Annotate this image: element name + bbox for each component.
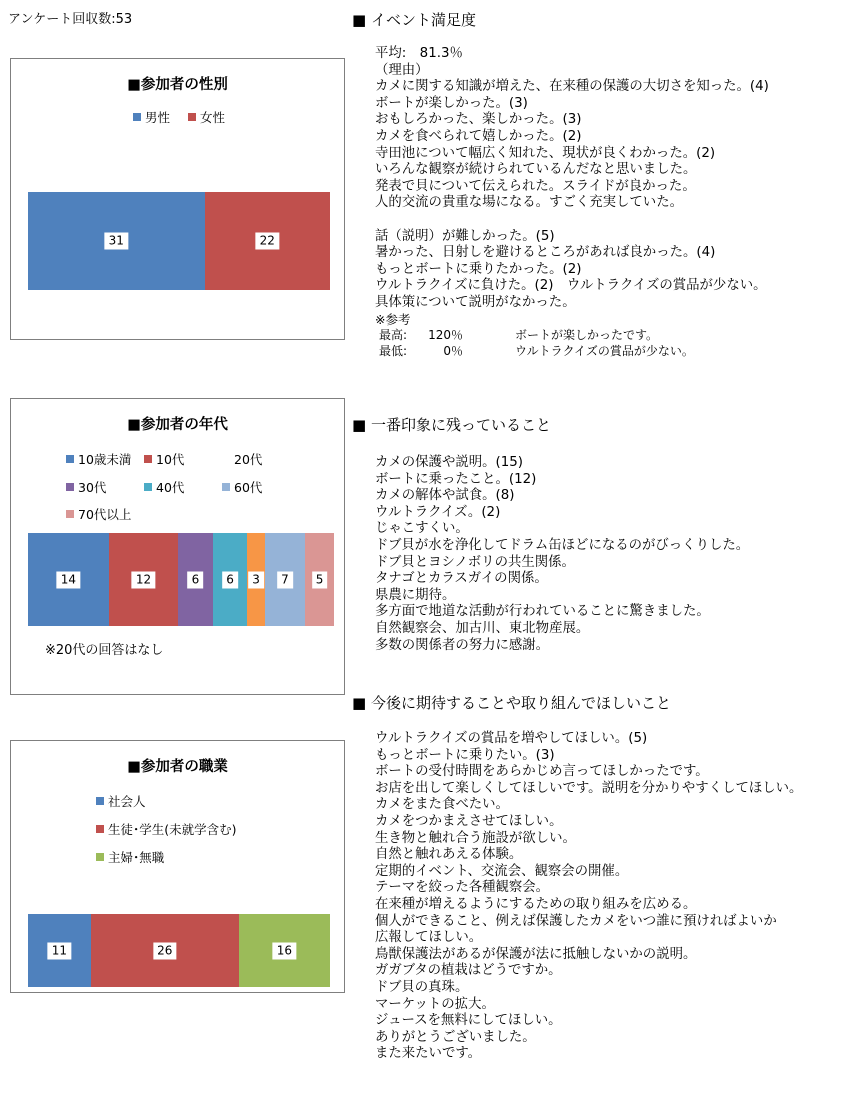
legend-70plus-swatch: [66, 510, 74, 518]
legend-30s-label: 30代: [78, 480, 107, 495]
reference-min-comment: ウルトラクイズの賞品が少ない。: [515, 343, 694, 358]
reference-min: [375, 344, 855, 360]
impressions-heading: ■ 一番印象に残っていること: [352, 416, 551, 434]
bar-segment: [28, 533, 109, 626]
bar-segment: [247, 533, 264, 626]
expectation-item: ジュースを無料にしてほしい。: [375, 1013, 562, 1029]
bar-value-label: 14: [57, 571, 80, 588]
gender-chart: [10, 58, 345, 340]
expectation-item: 生き物と触れ合う施設が欲しい。: [375, 830, 576, 846]
bar-segment: [239, 914, 330, 987]
bar-value-label: 6: [222, 571, 238, 588]
reference-min-label: 最低:: [379, 343, 408, 358]
impression-item: ドブ貝が水を浄化してドラム缶ほどになるのがびっくりした。: [375, 537, 750, 553]
expectation-item: カメをつかまえさせてほしい。: [375, 813, 563, 829]
reference-max: [375, 328, 855, 344]
bar-segment: [305, 533, 334, 626]
legend-60s-label: 60代: [234, 480, 263, 495]
legend-female: [188, 108, 225, 126]
impression-item: 多数の関係者の努力に感謝。: [375, 637, 550, 653]
blank-line: [375, 212, 855, 229]
expectation-item: ボートの受付時間をあらかじめ言ってほしかったです。: [375, 764, 709, 780]
expectation-item: 自然と触れあえる体験。: [375, 847, 523, 863]
expectation-item: 広報してほしい。: [375, 930, 483, 946]
positive-reason-item: ボートが楽しかった。(3): [375, 95, 528, 111]
age-chart-note: ※20代の回答はなし: [45, 643, 164, 658]
job-chart: [10, 740, 345, 993]
negative-reason-item: もっとボートに乗りたかった。(2): [375, 261, 582, 277]
satisfaction-heading: ■ イベント満足度: [352, 11, 476, 29]
bar-segment: [109, 533, 178, 626]
impression-item: ウルトラクイズ。(2): [375, 504, 501, 520]
positive-reasons: [375, 79, 855, 212]
legend-60s-swatch: [222, 483, 230, 491]
expectation-item: ガガブタの植栽はどうですか。: [375, 963, 562, 979]
impression-item: じゃこすくい。: [375, 521, 469, 537]
positive-reason-item: おもしろかった、楽しかった。(3): [375, 112, 582, 128]
legend-male-swatch: [133, 113, 141, 121]
satisfaction-average: 平均: 81.3％: [375, 46, 463, 61]
bar-value-label: 7: [277, 571, 293, 588]
expectations-list: [375, 731, 855, 1063]
legend-male: [133, 108, 170, 126]
survey-count: アンケート回収数:53: [8, 12, 133, 27]
positive-reason-item: 発表で貝について伝えられた。スライドが良かった。: [375, 178, 696, 194]
negative-reasons: [375, 229, 855, 312]
expectation-item: 個人ができること、例えば保護したカメをいつ誰に預ければよいか: [375, 913, 777, 929]
legend-60s: [222, 478, 262, 496]
expectation-item: ありがとうございました。: [375, 1029, 536, 1045]
bar-segment: [178, 533, 213, 626]
job-chart-title: ■参加者の職業: [127, 759, 228, 775]
age-chart-title: ■参加者の年代: [127, 417, 228, 433]
bar-value-label: 3: [248, 571, 264, 588]
bar-value-label: 31: [105, 233, 128, 250]
reference-max-label: 最高:: [379, 328, 408, 343]
impression-item: タナゴとカラスガイの関係。: [375, 571, 548, 587]
impression-item: ボートに乗ったこと。(12): [375, 471, 537, 487]
bar-value-label: 22: [256, 233, 279, 250]
legend-under10: [66, 450, 131, 468]
bar-segment: [205, 192, 330, 290]
satisfaction-body: [375, 46, 855, 359]
legend-20s-label: 20代: [234, 452, 263, 467]
age-chart: [10, 398, 345, 695]
gender-bar: [28, 192, 330, 290]
job-bar: [28, 914, 330, 987]
bar-value-label: 11: [48, 942, 71, 959]
impression-item: ドブ貝とヨシノボリの共生関係。: [375, 554, 575, 570]
age-bar: [28, 533, 334, 626]
bar-segment: [28, 192, 205, 290]
legend-under10-label: 10歳未満: [78, 452, 132, 467]
legend-70plus: [66, 505, 131, 523]
legend-homemaker-label: 主婦･無職: [108, 850, 165, 865]
bar-value-label: 12: [132, 571, 155, 588]
bar-segment: [91, 914, 239, 987]
bar-value-label: 6: [188, 571, 204, 588]
reference-max-comment: ボートが楽しかったです。: [515, 328, 659, 343]
reference-label: ※参考: [375, 311, 411, 327]
expectation-item: 鳥獣保護法があるが保護が法に抵触しないかの説明。: [375, 946, 697, 962]
legend-student-swatch: [96, 825, 104, 833]
positive-reason-item: いろんな観察が続けられているんだなと思いました。: [375, 162, 697, 178]
legend-worker: [96, 792, 146, 810]
impression-item: カメの解体や試食。(8): [375, 488, 515, 504]
impression-item: 県農に期待。: [375, 587, 456, 603]
bar-value-label: 16: [273, 942, 296, 959]
expectation-item: ドブ貝の真珠。: [375, 979, 469, 995]
bar-value-label: 5: [312, 571, 328, 588]
expectation-item: お店を出して楽しくしてほしいです。説明を分かりやすくしてほしい。: [375, 780, 803, 796]
legend-male-label: 男性: [145, 110, 171, 125]
legend-worker-label: 社会人: [108, 794, 146, 809]
bar-segment: [28, 914, 91, 987]
legend-40s: [144, 478, 184, 496]
bar-segment: [265, 533, 305, 626]
expectation-item: 在来種が増えるようにするための取り組みを広める。: [375, 896, 697, 912]
legend-10s-label: 10代: [156, 452, 185, 467]
expectation-item: マーケットの拡大。: [375, 996, 495, 1012]
legend-homemaker-swatch: [96, 853, 104, 861]
positive-reason-item: 寺田池について幅広く知れた、現状が良くわかった。(2): [375, 145, 716, 161]
expectation-item: 定期的イベント、交流会、観察会の開催。: [375, 863, 629, 879]
bar-value-label: 26: [153, 942, 176, 959]
impression-item: 自然観察会、加古川、東北物産展。: [375, 620, 590, 636]
legend-worker-swatch: [96, 797, 104, 805]
positive-reason-item: カメを食べられて嬉しかった。(2): [375, 128, 582, 144]
legend-under10-swatch: [66, 455, 74, 463]
bar-segment: [213, 533, 248, 626]
gender-chart-title: ■参加者の性別: [127, 77, 228, 93]
negative-reason-item: 話（説明）が難しかった。(5): [375, 228, 555, 244]
legend-20s: [222, 450, 262, 468]
legend-10s: [144, 450, 184, 468]
legend-30s-swatch: [66, 483, 74, 491]
legend-student-label: 生徒･学生(未就学含む): [108, 822, 237, 837]
impression-item: カメの保護や説明。(15): [375, 455, 524, 470]
expectation-item: もっとボートに乗りたい。(3): [375, 747, 555, 763]
positive-reason-item: 人的交流の貴重な場になる。すごく充実していた。: [375, 195, 683, 211]
legend-30s: [66, 478, 106, 496]
expectation-item: また来たいです。: [375, 1046, 482, 1062]
reference-max-value: 120％: [428, 328, 463, 343]
impressions-list: [375, 455, 855, 654]
legend-homemaker: [96, 848, 164, 866]
legend-70plus-label: 70代以上: [78, 507, 132, 522]
legend-female-swatch: [188, 113, 196, 121]
legend-10s-swatch: [144, 455, 152, 463]
negative-reason-item: ウルトラクイズに負けた。(2) ウルトラクイズの賞品が少ない。: [375, 278, 767, 294]
legend-40s-swatch: [144, 483, 152, 491]
satisfaction-reason-label: （理由）: [375, 62, 429, 78]
legend-female-label: 女性: [200, 110, 226, 125]
expectations-heading: ■ 今後に期待することや取り組んでほしいこと: [352, 694, 671, 712]
expectation-item: ウルトラクイズの賞品を増やしてほしい。(5): [375, 731, 648, 746]
positive-reason-item: カメに関する知識が増えた、在来種の保護の大切さを知った。(4): [375, 79, 769, 95]
impression-item: 多方面で地道な活動が行われていることに驚きました。: [375, 604, 710, 620]
negative-reason-item: 具体策について説明がなかった。: [375, 294, 576, 310]
expectation-item: テーマを絞った各種観察会。: [375, 880, 550, 896]
negative-reason-item: 暑かった、日射しを避けるところがあれば良かった。(4): [375, 245, 716, 261]
legend-40s-label: 40代: [156, 480, 185, 495]
legend-student: [96, 820, 237, 838]
expectation-item: カメをまた食べたい。: [375, 797, 509, 813]
reference-min-value: 0％: [443, 343, 463, 358]
